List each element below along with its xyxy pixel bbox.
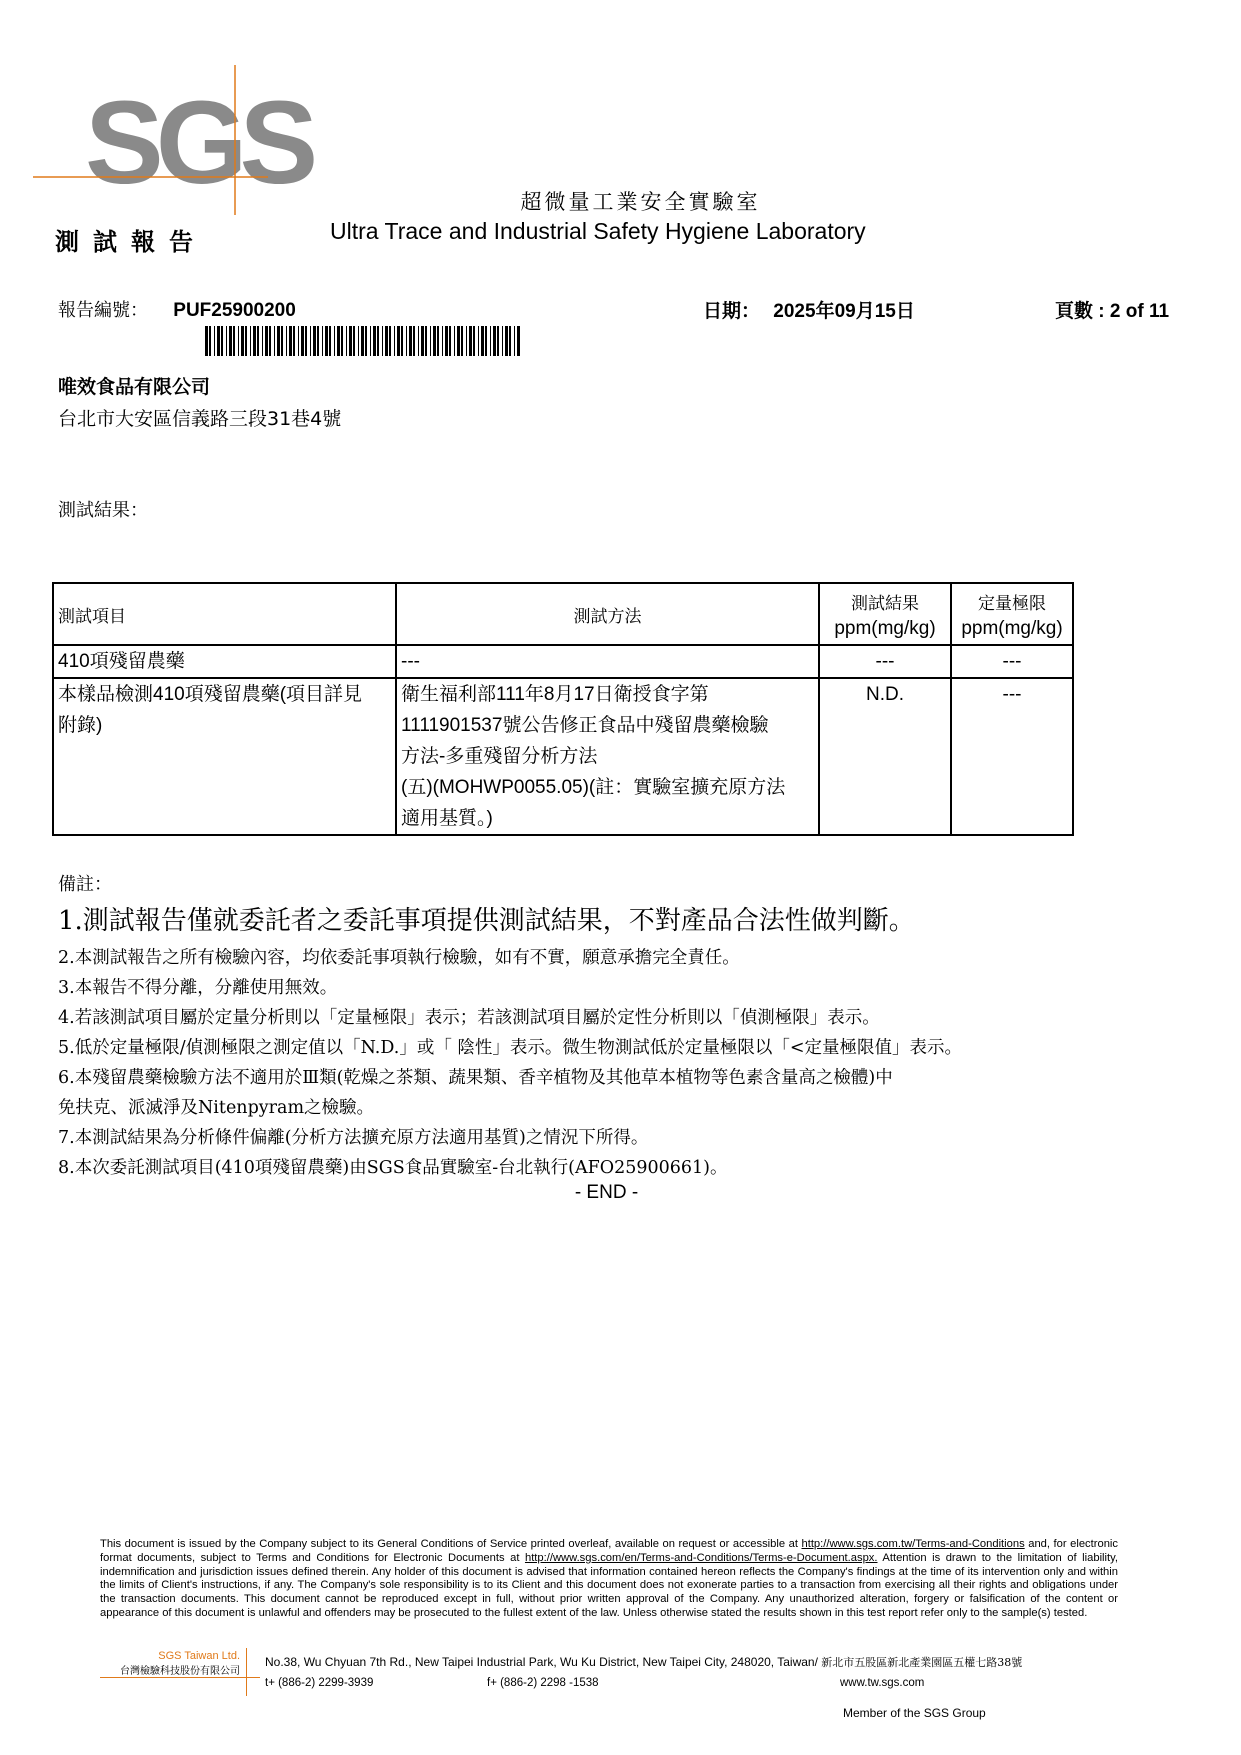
note-item: 3.本報告不得分離，分離使用無效。 [58, 978, 338, 998]
barcode-bar [301, 326, 304, 356]
barcode-bar [382, 326, 383, 356]
barcode-bar [397, 326, 400, 356]
note-item: 8.本次委託測試項目(410項殘留農藥)由SGS食品實驗室-台北執行(AFO25900661)。 [58, 1158, 728, 1178]
barcode-bar [385, 326, 388, 356]
disclaimer-text: Attention is drawn to the limitation of liability, indemnification and jurisdiction issues defined therein. Any holder of this document is advised that information contained hereon reflects the Company's findings at the time of its intervention only and within the limits of Client's instructions, if any. The Company's sole responsibility is to its Client and this document does not exonerate parties to a transaction from exercising all their rights and obligations under the transaction documents. This document cannot be reproduced except in full, without prior written approval of the Company. Any unauthorized alteration, forgery or falsification of the content or appearance of this document is unlawful and offenders may be prosecuted to the fullest extent of the law. Unless otherwise stated the results shown in this test report refer only to the sample(s) tested. [100, 1551, 1119, 1619]
barcode-bar [253, 326, 256, 356]
disclaimer [100, 1538, 1118, 1621]
barcode-bar [329, 326, 331, 356]
cell-method-line: 1111901537號公告修正食品中殘留農藥檢驗 [401, 715, 769, 736]
barcode-bar [418, 326, 419, 356]
client-name: 唯效食品有限公司 [58, 376, 211, 398]
barcode-bar [433, 326, 436, 356]
barcode-bar [221, 326, 223, 356]
barcode-bar [325, 326, 328, 356]
note-item: 7.本測試結果為分析條件偏離(分析方法擴充原方法適用基質)之情況下所得。 [58, 1128, 649, 1148]
cell-loq: --- [951, 645, 1073, 678]
header-loq-unit: ppm(mg/kg) [961, 617, 1063, 639]
barcode-bar [514, 326, 515, 356]
barcode-bar [313, 326, 316, 356]
footer-divider [100, 1677, 260, 1678]
barcode-bar [461, 326, 463, 356]
footer-web[interactable]: www.tw.sgs.com [840, 1677, 925, 1689]
barcode-bar [286, 326, 287, 356]
barcode-bar [341, 326, 343, 356]
table-row [53, 645, 1073, 678]
barcode-bar [334, 326, 335, 356]
cell-result: N.D. [819, 678, 951, 835]
barcode-bar [401, 326, 403, 356]
logo-text: SGS [85, 77, 311, 209]
barcode-bar [517, 326, 520, 356]
barcode-bar [490, 326, 491, 356]
barcode-bar [409, 326, 412, 356]
barcode-bar [373, 326, 376, 356]
barcode-bar [245, 326, 247, 356]
barcode-bar [421, 326, 424, 356]
footer-member: Member of the SGS Group [843, 1706, 986, 1720]
e-document-terms-link[interactable]: http://www.sgs.com/en/Terms-and-Conditions/Terms-e-Document.aspx. [524, 1551, 878, 1564]
page-count [1055, 296, 1169, 323]
footer-fax: f+ (886-2) 2298 -1538 [487, 1677, 599, 1689]
date-label: 日期： [703, 301, 761, 322]
barcode-bar [389, 326, 391, 356]
cell-item [53, 678, 396, 835]
barcode-bar [229, 326, 232, 356]
barcode-bar [305, 326, 307, 356]
notes-label: 備註： [58, 874, 112, 895]
barcode-bar [274, 326, 275, 356]
barcode-bar [485, 326, 487, 356]
cell-method-line: (五)(MOHWP0055.05)(註：實驗室擴充原方法 [401, 777, 786, 798]
note-item: 1.測試報告僅就委託者之委託事項提供測試結果，不對產品合法性做判斷。 [58, 906, 915, 936]
barcode-bar [473, 326, 475, 356]
barcode-bar [370, 326, 371, 356]
footer-company-en: SGS Taiwan Ltd. [158, 1650, 240, 1662]
barcode-bar [493, 326, 496, 356]
header-result [819, 583, 951, 645]
table-row [53, 678, 1073, 835]
barcode-bar [289, 326, 292, 356]
barcode-bar [481, 326, 484, 356]
barcode-bar [209, 326, 211, 356]
barcode-bar [430, 326, 431, 356]
note-item: 6.本殘留農藥檢驗方法不適用於Ⅲ類(乾燥之茶類、蔬果類、香辛植物及其他草本植物等色素含量高之檢體)中 [58, 1068, 893, 1088]
barcode-bar [502, 326, 503, 356]
lab-name-zh: 超微量工業安全實驗室 [520, 190, 761, 214]
barcode-bar [205, 326, 208, 356]
barcode-bar [377, 326, 379, 356]
header-loq [951, 583, 1073, 645]
barcode-bar [293, 326, 295, 356]
cell-method-line: 衛生福利部111年8月17日衛授食字第 [401, 684, 709, 705]
barcode-bar [466, 326, 467, 356]
report-date [703, 296, 915, 323]
barcode-bar [442, 326, 443, 356]
cell-method [396, 678, 819, 835]
barcode-bar [262, 326, 263, 356]
page-value: 2 of 11 [1109, 301, 1170, 322]
barcode [205, 326, 523, 356]
barcode-bar [322, 326, 323, 356]
barcode-bar [365, 326, 367, 356]
barcode-bar [394, 326, 395, 356]
footer-divider [246, 1648, 247, 1696]
barcode-bar [265, 326, 268, 356]
barcode-bar [353, 326, 355, 356]
results-table [52, 582, 1074, 836]
report-title: 測試報告 [55, 227, 207, 256]
report-number-value: PUF25900200 [173, 300, 296, 321]
cell-loq: --- [951, 678, 1073, 835]
header-method: 測試方法 [396, 583, 819, 645]
cell-item-line: 附錄) [58, 715, 103, 736]
cell-item-line: 本樣品檢測410項殘留農藥(項目詳見 [58, 684, 363, 705]
barcode-bar [361, 326, 364, 356]
barcode-bar [449, 326, 451, 356]
report-number [58, 296, 296, 322]
client-address: 台北市大安區信義路三段31巷4號 [58, 408, 342, 430]
barcode-bar [406, 326, 407, 356]
cell-method-line: 適用基質。) [401, 808, 493, 829]
cell-method-line: 方法-多重殘留分析方法 [401, 746, 598, 767]
results-label: 測試結果： [58, 500, 148, 521]
barcode-bar [317, 326, 319, 356]
terms-link[interactable]: http://www.sgs.com.tw/Terms-and-Conditions [801, 1538, 1025, 1550]
barcode-bar [454, 326, 455, 356]
header-item: 測試項目 [53, 583, 396, 645]
barcode-bar [413, 326, 415, 356]
barcode-bar [257, 326, 259, 356]
disclaimer-text: and, for electronic format documents, subject to Terms and Conditions for Electronic Documents at [100, 1538, 1118, 1564]
header-result-unit: ppm(mg/kg) [834, 617, 936, 639]
barcode-bar [346, 326, 347, 356]
barcode-bar [337, 326, 340, 356]
barcode-bar [277, 326, 280, 356]
footer-address-en: No.38, Wu Chyuan 7th Rd., New Taipei Industrial Park, Wu Ku District, New Taipei City, 248020, Taiwan/ [265, 1655, 822, 1669]
barcode-bar [250, 326, 251, 356]
barcode-bar [238, 326, 239, 356]
barcode-bar [425, 326, 427, 356]
cell-item: 410項殘留農藥 [53, 645, 396, 678]
barcode-bar [505, 326, 508, 356]
barcode-bar [445, 326, 448, 356]
barcode-bar [241, 326, 244, 356]
barcode-bar [509, 326, 511, 356]
footer-tel: t+ (886-2) 2299-3939 [265, 1677, 374, 1689]
cell-result: --- [819, 645, 951, 678]
barcode-bar [358, 326, 359, 356]
note-item: 免扶克、派滅淨及Nitenpyram之檢驗。 [58, 1098, 375, 1118]
lab-name-en: Ultra Trace and Industrial Safety Hygiene Laboratory [330, 218, 866, 244]
barcode-bar [217, 326, 220, 356]
footer-address [265, 1654, 1022, 1670]
end-marker: - END - [574, 1182, 639, 1203]
barcode-bar [469, 326, 472, 356]
barcode-bar [497, 326, 499, 356]
disclaimer-text: This document is issued by the Company subject to its General Conditions of Service printed overleaf, available on request or accessible at [100, 1538, 802, 1550]
footer-address-zh: 新北市五股區新北產業園區五權七路38號 [821, 1656, 1023, 1669]
barcode-bar [298, 326, 299, 356]
cell-method: --- [396, 645, 819, 678]
date-value: 2025年09月15日 [773, 301, 915, 322]
note-item: 4.若該測試項目屬於定量分析則以「定量極限」表示；若該測試項目屬於定性分析則以「偵測極限」表示。 [58, 1008, 880, 1028]
note-item: 2.本測試報告之所有檢驗內容，均依委託事項執行檢驗，如有不實，願意承擔完全責任。 [58, 948, 740, 968]
note-item: 5.低於定量極限/偵測極限之測定值以「N.D.」或「 陰性」表示。微生物測試低於定量極限以「<定量極限值」表示。 [58, 1038, 963, 1058]
barcode-bar [437, 326, 439, 356]
barcode-bar [310, 326, 311, 356]
barcode-bar [281, 326, 283, 356]
barcode-bar [226, 326, 227, 356]
footer-company-zh: 台灣檢驗科技股份有限公司 [120, 1666, 240, 1677]
header-result-label: 測試結果 [851, 593, 919, 614]
barcode-bar [478, 326, 479, 356]
barcode-bar [349, 326, 352, 356]
barcode-bar [214, 326, 215, 356]
table-header-row [53, 583, 1073, 645]
barcode-bar [269, 326, 271, 356]
barcode-bar [457, 326, 460, 356]
barcode-bar [233, 326, 235, 356]
header-loq-label: 定量極限 [978, 593, 1046, 614]
report-number-label: 報告編號： [58, 300, 148, 321]
page-label: 頁數 : [1055, 301, 1105, 322]
footer-company [100, 1650, 240, 1677]
